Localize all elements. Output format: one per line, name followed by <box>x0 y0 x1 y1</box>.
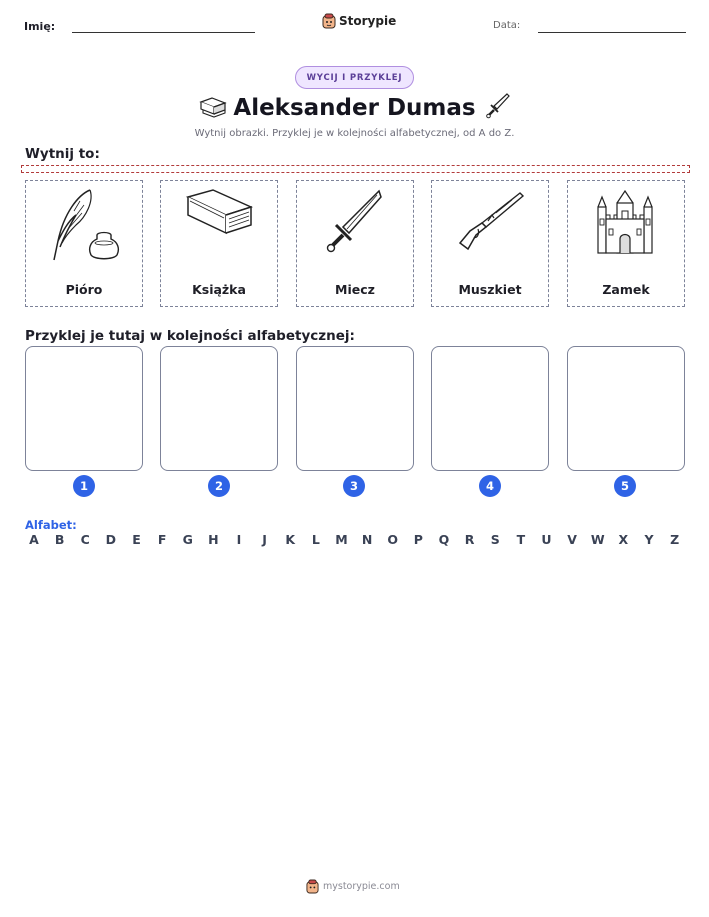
alphabet-letter: C <box>80 532 90 547</box>
paste-slot[interactable] <box>160 346 278 471</box>
alphabet-heading: Alfabet: <box>25 518 77 532</box>
musket-icon <box>456 187 526 263</box>
paste-slot[interactable] <box>25 346 143 471</box>
alphabet-letter: H <box>208 532 219 547</box>
activity-tag: WYCIJ I PRZYKLEJ <box>295 66 414 89</box>
card-label: Zamek <box>602 282 650 297</box>
paste-heading: Przyklej je tutaj w kolejności alfabetycznej: <box>25 328 355 344</box>
alphabet-letter: L <box>311 532 320 547</box>
alphabet-letter: U <box>541 532 552 547</box>
alphabet-letter: A <box>29 532 39 547</box>
page-title: Aleksander Dumas <box>233 95 476 121</box>
alphabet-letter: Y <box>644 532 654 547</box>
slot-number-badge: 1 <box>73 475 95 497</box>
slot-number-badge: 3 <box>343 475 365 497</box>
name-line <box>72 32 255 33</box>
alphabet-letter: Z <box>670 532 680 547</box>
alphabet-letter: M <box>335 532 348 547</box>
alphabet-letter: F <box>157 532 167 547</box>
alphabet-letter: E <box>132 532 141 547</box>
cut-line <box>21 165 690 173</box>
footer-url[interactable]: mystorypie.com <box>323 881 400 892</box>
alphabet-letter: B <box>54 532 65 547</box>
alphabet-letter: K <box>285 532 296 547</box>
sword-icon <box>321 187 391 263</box>
alphabet-letter: Q <box>438 532 450 547</box>
cut-heading: Wytnij to: <box>25 146 100 162</box>
alphabet-letter: I <box>236 532 242 547</box>
date-line <box>538 32 686 33</box>
alphabet-letter: X <box>618 532 629 547</box>
paste-slot[interactable] <box>296 346 414 471</box>
alphabet-letter: W <box>590 532 605 547</box>
paste-slot[interactable] <box>431 346 549 471</box>
cutout-card[interactable] <box>296 180 414 307</box>
card-label: Miecz <box>335 282 375 297</box>
date-label: Data: <box>493 20 521 31</box>
brand-logo <box>322 13 396 29</box>
cutout-card[interactable] <box>25 180 143 307</box>
slot-number-badge: 5 <box>614 475 636 497</box>
alphabet-letter: O <box>387 532 399 547</box>
quill-inkwell-icon <box>50 187 120 263</box>
storypie-mascot-icon <box>322 13 336 29</box>
alphabet-letter: P <box>413 532 423 547</box>
name-label: Imię: <box>24 20 56 33</box>
alphabet-letter: T <box>516 532 526 547</box>
card-label: Pióro <box>65 282 103 297</box>
cutout-card[interactable] <box>160 180 278 307</box>
dagger-icon <box>485 92 511 120</box>
alphabet-letter: N <box>361 532 373 547</box>
alphabet-row <box>21 532 688 547</box>
alphabet-letter: J <box>262 532 267 547</box>
cutout-card[interactable] <box>431 180 549 307</box>
brand-name: Storypie <box>339 14 397 28</box>
instructions: Wytnij obrazki. Przyklej je w kolejności alfabetycznej, od A do Z. <box>194 128 515 139</box>
cutout-card[interactable] <box>567 180 685 307</box>
footer <box>306 879 400 894</box>
slot-number-badge: 2 <box>208 475 230 497</box>
paste-slot[interactable] <box>567 346 685 471</box>
alphabet-letter: G <box>182 532 193 547</box>
card-label: Książka <box>192 282 246 297</box>
castle-icon <box>592 189 662 265</box>
alphabet-letter: D <box>105 532 117 547</box>
book-icon <box>183 185 253 261</box>
storypie-mascot-icon <box>306 879 319 894</box>
slot-number-badge: 4 <box>479 475 501 497</box>
alphabet-letter: S <box>490 532 500 547</box>
alphabet-letter: R <box>464 532 475 547</box>
card-label: Muszkiet <box>458 282 522 297</box>
alphabet-letter: V <box>567 532 577 547</box>
